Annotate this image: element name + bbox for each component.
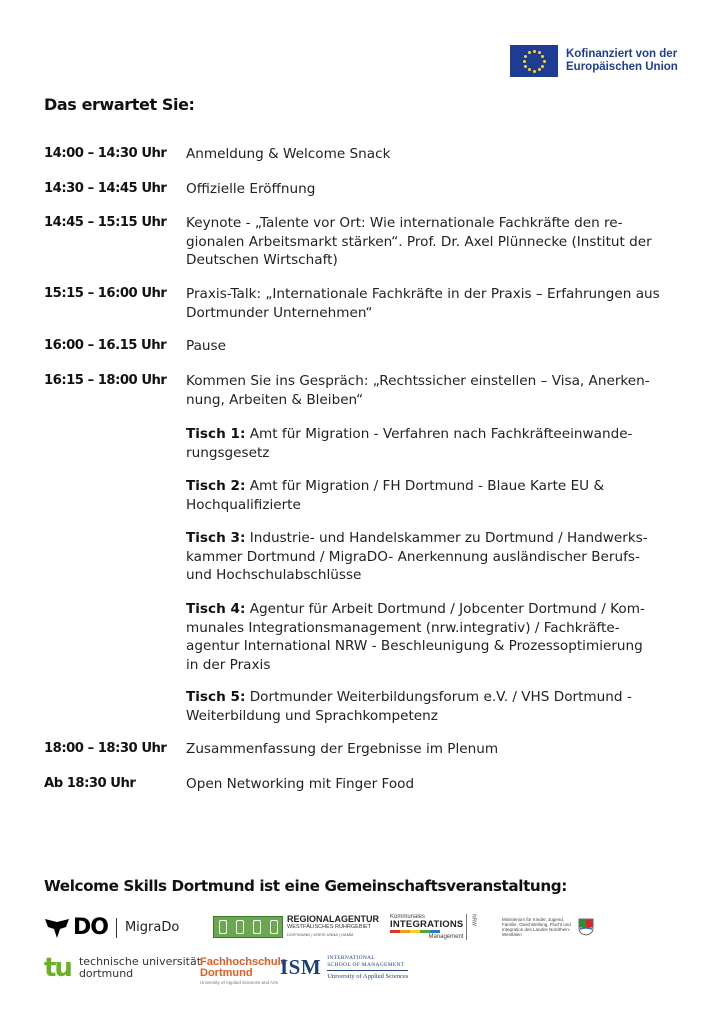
migrado-label: MigraDo xyxy=(124,920,180,935)
eu-star-icon xyxy=(533,50,536,53)
table-item: Tisch 1: Amt für Migration - Verfahren nach Fachkräfteeinwande- rungsgesetz xyxy=(186,426,633,461)
schedule-desc: Keynote - „Talente vor Ort: Wie internationale Fachkräfte den re- gionalen Arbeitsmarkt stärken“. Prof. Dr. Axel Plünnecke (Institut der Deutschen Wirtschaft) xyxy=(186,215,652,268)
schedule-item xyxy=(44,740,694,759)
schedule-time: 15:15 – 16:00 Uhr xyxy=(44,286,167,301)
schedule-time: 14:00 – 14:30 Uhr xyxy=(44,146,167,161)
schedule-item xyxy=(44,214,694,270)
eu-funding-label: Kofinanziert von der Europäischen Union xyxy=(566,48,678,73)
nrw-coat-of-arms-icon xyxy=(578,918,594,936)
tu-dortmund-logo: tu technische universität dortmund xyxy=(44,953,202,983)
eu-star-icon xyxy=(523,60,526,63)
table-item: Tisch 2: Amt für Migration / FH Dortmund - Blaue Karte EU & Hochqualifizierte xyxy=(186,478,605,513)
schedule-item xyxy=(44,145,694,164)
eu-star-icon xyxy=(524,65,527,68)
eu-star-icon xyxy=(533,70,536,73)
table-item: Tisch 3: Industrie- und Handelskammer zu Dortmund / Handwerks- kammer Dortmund / MigraDO- Anerkennung ausländischer Berufs- und Hochschulabschlüsse xyxy=(186,530,648,583)
table-label: Tisch 3: xyxy=(186,530,246,546)
schedule-time: 14:45 – 15:15 Uhr xyxy=(44,215,167,230)
schedule-time: 16:00 – 16.15 Uhr xyxy=(44,338,167,353)
schedule-desc: Open Networking mit Finger Food xyxy=(186,776,415,792)
table-label: Tisch 2: xyxy=(186,478,246,494)
eu-star-icon xyxy=(541,65,544,68)
regionalagentur-logo: REGIONALAGENTUR WESTFÄLISCHES RUHRGEBIET DORTMUND | KREIS UNNA | HAMM xyxy=(213,915,379,939)
schedule-item xyxy=(44,372,694,409)
table-label: Tisch 5: xyxy=(186,689,246,705)
eu-star-icon xyxy=(538,68,541,71)
table-label: Tisch 1: xyxy=(186,426,246,442)
fh-dortmund-logo: Fachhochschule Dortmund University of Applied Sciences and Arts xyxy=(200,956,287,985)
schedule-item xyxy=(44,337,694,356)
eu-star-icon xyxy=(538,51,541,54)
regionalagentur-icon xyxy=(213,916,283,938)
partners-heading: Welcome Skills Dortmund ist eine Gemeinschaftsveranstaltung: xyxy=(44,877,567,895)
schedule-time: 16:15 – 18:00 Uhr xyxy=(44,373,167,388)
divider xyxy=(116,918,117,938)
schedule-item xyxy=(44,285,694,322)
table-label: Tisch 4: xyxy=(186,601,246,617)
eu-star-icon xyxy=(543,60,546,63)
schedule-time: Ab 18:30 Uhr xyxy=(44,776,136,791)
do-mark: DO xyxy=(73,915,108,940)
schedule-desc: Praxis-Talk: „Internationale Fachkräfte in der Praxis – Erfahrungen aus Dortmunder Unternehmen“ xyxy=(186,286,660,321)
schedule-desc: Zusammenfassung der Ergebnisse im Plenum xyxy=(186,741,499,757)
ism-mark: ISM xyxy=(280,955,322,979)
eu-star-icon xyxy=(541,55,544,58)
ism-logo: ISM INTERNATIONAL SCHOOL OF MANAGEMENT University of Applied Sciences xyxy=(280,955,409,980)
integrationsmanagement-logo: Kommunales INTEGRATIONS Management NRW xyxy=(390,914,477,940)
schedule-desc: Pause xyxy=(186,338,226,354)
tu-mark: tu xyxy=(44,953,71,983)
eu-funding-badge xyxy=(510,45,678,77)
schedule-time: 18:00 – 18:30 Uhr xyxy=(44,741,167,756)
page-heading: Das erwartet Sie: xyxy=(44,95,195,114)
eu-star-icon xyxy=(524,55,527,58)
eagle-icon xyxy=(44,917,70,939)
eu-flag-icon xyxy=(510,45,558,77)
ministry-logo: Ministerium für Kinder, Jugend, Familie, Gleichstellung, Flucht und Integration des Landes Nordrhein-Westfalen xyxy=(502,917,594,937)
schedule-desc: Offizielle Eröffnung xyxy=(186,181,316,197)
eu-star-icon xyxy=(528,68,531,71)
schedule-item xyxy=(44,180,694,199)
table-item: Tisch 5: Dortmunder Weiterbildungsforum e.V. / VHS Dortmund - Weiterbildung und Sprachkompetenz xyxy=(186,689,632,724)
schedule-desc: Anmeldung & Welcome Snack xyxy=(186,146,391,162)
dortmund-migrado-logo xyxy=(44,915,179,940)
schedule-item xyxy=(44,775,694,794)
schedule-desc: Kommen Sie ins Gespräch: „Rechtssicher einstellen – Visa, Anerken- nung, Arbeiten & Bleiben“ xyxy=(186,373,650,408)
eu-star-icon xyxy=(528,51,531,54)
schedule-time: 14:30 – 14:45 Uhr xyxy=(44,181,167,196)
table-item: Tisch 4: Agentur für Arbeit Dortmund / Jobcenter Dortmund / Kom- munales Integrationsmanagement (nrw.integrativ) / Fachkräfte- agentur International NRW - Beschleunigung & Prozessoptimierung in der Praxis xyxy=(186,601,645,673)
